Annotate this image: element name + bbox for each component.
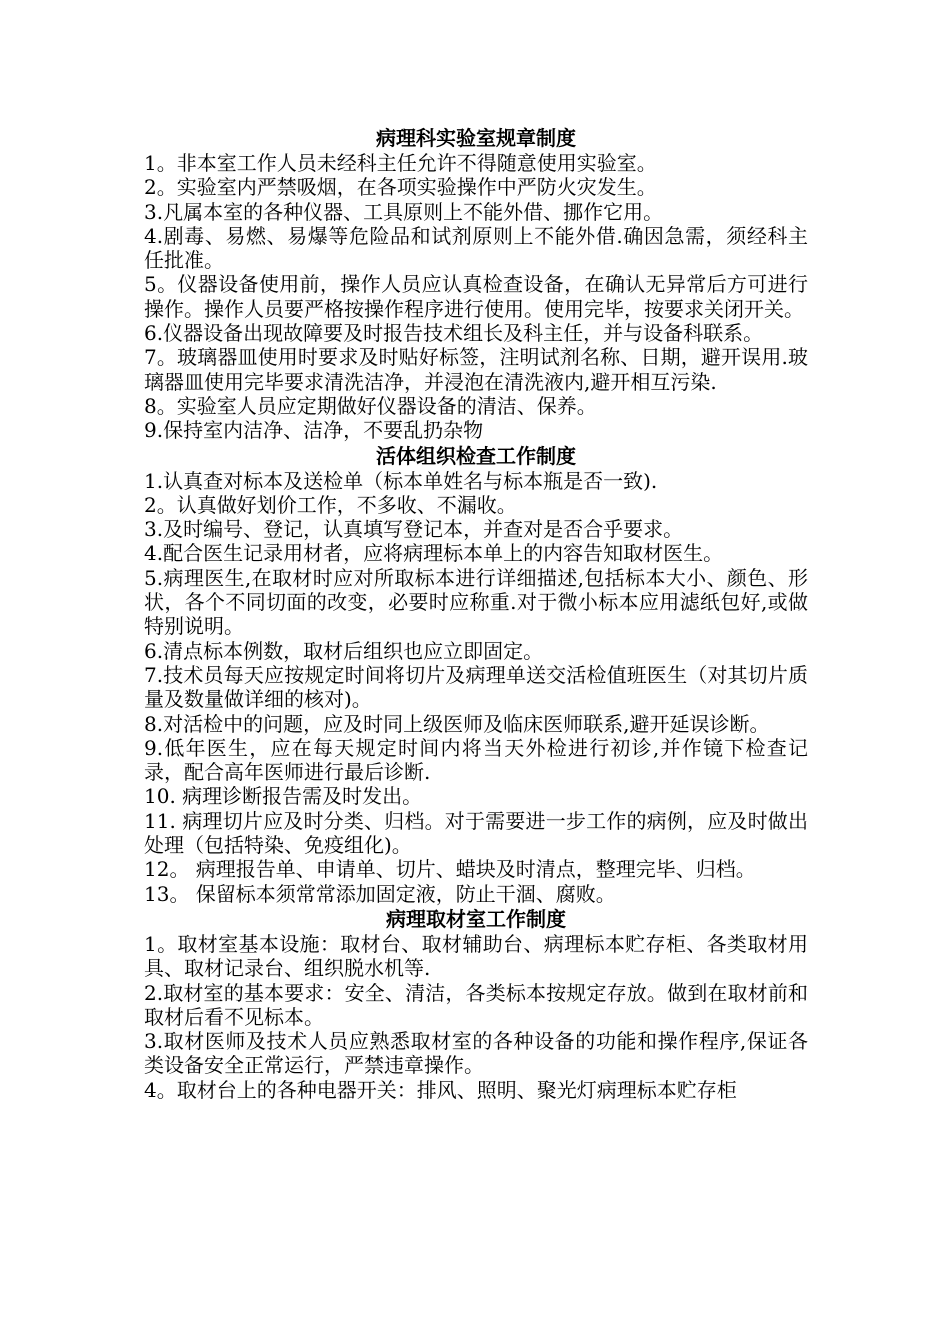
rule-item: 2.取材室的基本要求：安全、清洁，各类标本按规定存放。做到在取材前和取材后看不见标本。 [144, 980, 808, 1029]
rule-item: 9.保持室内洁净、洁净，不要乱扔杂物 [144, 418, 484, 443]
rule-item: 12。 病理报告单、申请单、切片、蜡块及时清点，整理完毕、归档。 [144, 857, 756, 882]
section-title: 病理科实验室规章制度 [376, 126, 576, 150]
rule-item: 9.低年医生，应在每天规定时间内将当天外检进行初诊,并作镜下检查记录，配合高年医师进行最后诊断. [144, 735, 808, 785]
rule-item: 2。实验室内严禁吸烟，在各项实验操作中严防火灾发生。 [144, 175, 657, 200]
rule-item: 1。取材室基本设施：取材台、取材辅助台、病理标本贮存柜、各类取材用具、取材记录台、组织脱水机等. [144, 931, 808, 981]
rule-item: 7.技术员每天应按规定时间将切片及病理单送交活检值班医生（对其切片质量及数量做详细的核对)。 [144, 662, 808, 712]
rule-item: 11. 病理切片应及时分类、归档。对于需要进一步工作的病例，应及时做出处理（包括特染、免疫组化)。 [144, 808, 808, 858]
rule-item: 3.及时编号、登记，认真填写登记本，并查对是否合乎要求。 [144, 517, 684, 542]
rule-item: 1.认真查对标本及送检单（标本单姓名与标本瓶是否一致). [144, 468, 658, 493]
rule-item: 1。非本室工作人员未经科主任允许不得随意使用实验室。 [144, 151, 657, 175]
rule-item: 7。玻璃器皿使用时要求及时贴好标签，注明试剂名称、日期，避开误用.玻璃器皿使用完毕要求清洗洁净，并浸泡在清洗液内,避开相互污染. [144, 345, 808, 394]
rule-item: 2。认真做好划价工作，不多收、不漏收。 [144, 492, 517, 517]
document-page [144, 125, 808, 1102]
rule-item: 13。 保留标本须常常添加固定液，防止干涸、腐败。 [144, 881, 616, 906]
rule-item: 10. 病理诊断报告需及时发出。 [144, 784, 423, 809]
section-3 [144, 906, 808, 1102]
section-1 [144, 125, 808, 443]
rule-item: 4.配合医生记录用材者，应将病理标本单上的内容告知取材医生。 [144, 541, 724, 566]
rule-item: 5。仪器设备使用前，操作人员应认真检查设备，在确认无异常后方可进行操作。操作人员要严格按操作程序进行使用。使用完毕，按要求关闭开关。 [144, 272, 808, 321]
rule-item: 6.清点标本例数，取材后组织也应立即固定。 [144, 638, 544, 663]
rule-item: 4.剧毒、易燃、易爆等危险品和试剂原则上不能外借.确因急需，须经科主任批准。 [144, 223, 808, 273]
rule-item: 5.病理医生,在取材时应对所取标本进行详细描述,包括标本大小、颜色、形状，各个不同切面的改变，必要时应称重.对于微小标本应用滤纸包好,或做特别说明。 [144, 565, 808, 639]
rule-item: 8。实验室人员应定期做好仪器设备的清洁、保养。 [144, 393, 597, 418]
rule-item: 3.取材医师及技术人员应熟悉取材室的各种设备的功能和操作程序,保证各类设备安全正常运行，严禁违章操作。 [144, 1029, 808, 1078]
rule-item: 8.对活检中的问题，应及时同上级医师及临床医师联系,避开延误诊断。 [144, 711, 770, 736]
section-title: 活体组织检查工作制度 [376, 443, 576, 468]
section-title: 病理取材室工作制度 [386, 906, 566, 931]
section-2 [144, 443, 808, 906]
rule-item: 4。取材台上的各种电器开关：排风、照明、聚光灯病理标本贮存柜 [144, 1077, 737, 1102]
rule-item: 6.仪器设备出现故障要及时报告技术组长及科主任，并与设备科联系。 [144, 321, 764, 346]
rule-item: 3.凡属本室的各种仪器、工具原则上不能外借、挪作它用。 [144, 199, 664, 224]
